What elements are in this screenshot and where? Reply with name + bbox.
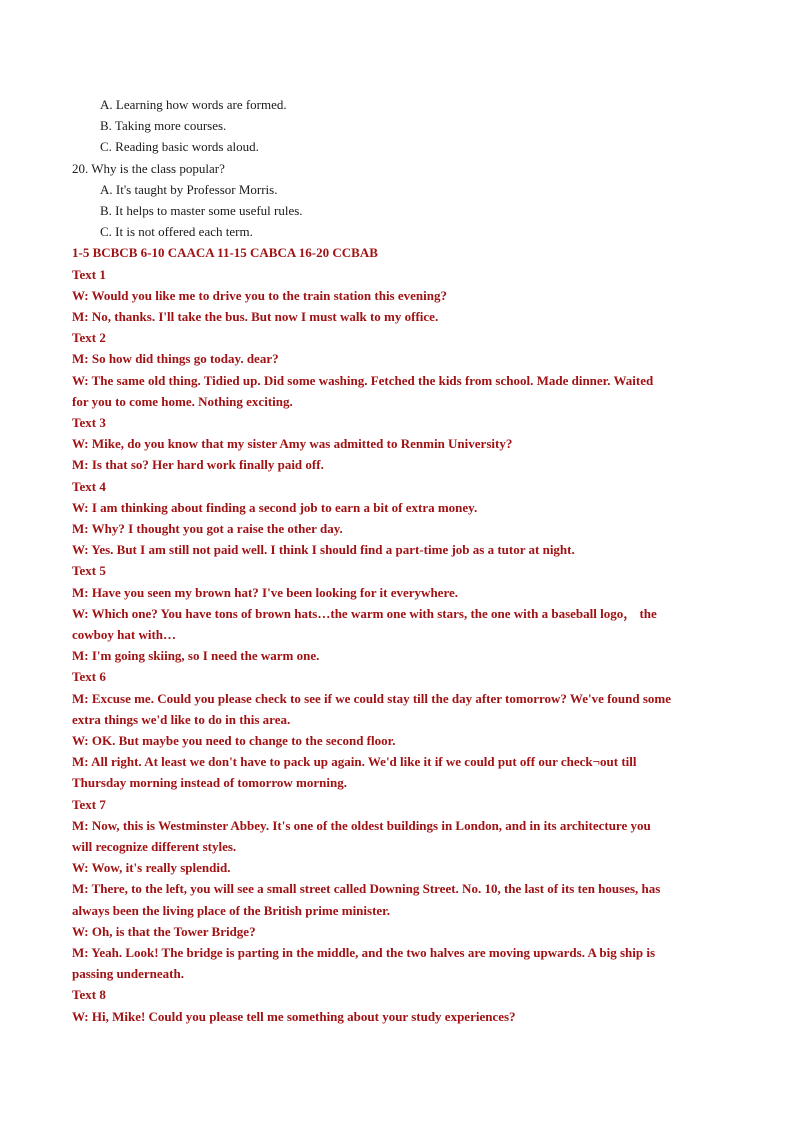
text-7-line: M: There, to the left, you will see a small street called Downing Street. No. 10, the last of its ten houses, has bbox=[72, 881, 661, 896]
text-5-line: W: Which one? You have tons of brown hats…the warm one with stars, the one with a baseball logo， the bbox=[72, 606, 657, 621]
text-8-title: Text 8 bbox=[72, 987, 106, 1002]
text-6-line: M: All right. At least we don't have to pack up again. We'd like it if we could put off our check¬out till bbox=[72, 754, 637, 769]
text-4-line: M: Why? I thought you got a raise the other day. bbox=[72, 521, 343, 536]
text-7-line: W: Wow, it's really splendid. bbox=[72, 860, 231, 875]
option-20c: C. It is not offered each term. bbox=[100, 224, 253, 239]
text-7-line: M: Now, this is Westminster Abbey. It's one of the oldest buildings in London, and in its architecture you bbox=[72, 818, 651, 833]
answer-key: 1-5 BCBCB 6-10 CAACA 11-15 CABCA 16-20 CCBAB bbox=[72, 245, 378, 260]
option-20b: B. It helps to master some useful rules. bbox=[100, 203, 303, 218]
text-2-line: for you to come home. Nothing exciting. bbox=[72, 394, 293, 409]
text-6-title: Text 6 bbox=[72, 669, 106, 684]
text-7-line: M: Yeah. Look! The bridge is parting in the middle, and the two halves are moving upwards. A big ship is bbox=[72, 945, 656, 960]
text-5-line: cowboy hat with… bbox=[72, 627, 177, 642]
option-19a: A. Learning how words are formed. bbox=[100, 97, 287, 112]
option-20a: A. It's taught by Professor Morris. bbox=[100, 182, 278, 197]
text-5-line: M: Have you seen my brown hat? I've been looking for it everywhere. bbox=[72, 585, 458, 600]
text-2-line: M: So how did things go today. dear? bbox=[72, 351, 279, 366]
text-3-line: M: Is that so? Her hard work finally paid off. bbox=[72, 457, 324, 472]
text-2-line: W: The same old thing. Tidied up. Did some washing. Fetched the kids from school. Made dinner. Waited bbox=[72, 373, 654, 388]
text-6-line: W: OK. But maybe you need to change to the second floor. bbox=[72, 733, 396, 748]
text-5-title: Text 5 bbox=[72, 563, 106, 578]
text-6-line: M: Excuse me. Could you please check to see if we could stay till the day after tomorrow? We've found some bbox=[72, 691, 672, 706]
text-7-title: Text 7 bbox=[72, 797, 106, 812]
option-19b: B. Taking more courses. bbox=[100, 118, 227, 133]
text-7-line: W: Oh, is that the Tower Bridge? bbox=[72, 924, 256, 939]
text-7-line: passing underneath. bbox=[72, 966, 184, 981]
text-7-line: always been the living place of the British prime minister. bbox=[72, 903, 391, 918]
option-19c: C. Reading basic words aloud. bbox=[100, 139, 259, 154]
text-7-line: will recognize different styles. bbox=[72, 839, 237, 854]
text-3-title: Text 3 bbox=[72, 415, 106, 430]
text-6-line: extra things we'd like to do in this area. bbox=[72, 712, 291, 727]
text-8-line: W: Hi, Mike! Could you please tell me something about your study experiences? bbox=[72, 1009, 516, 1024]
text-4-title: Text 4 bbox=[72, 479, 106, 494]
text-6-line: Thursday morning instead of tomorrow morning. bbox=[72, 775, 347, 790]
text-1-line: M: No, thanks. I'll take the bus. But now I must walk to my office. bbox=[72, 309, 439, 324]
question-20: 20. Why is the class popular? bbox=[72, 161, 225, 176]
text-1-title: Text 1 bbox=[72, 267, 106, 282]
text-1-line: W: Would you like me to drive you to the train station this evening? bbox=[72, 288, 447, 303]
text-4-line: W: Yes. But I am still not paid well. I think I should find a part-time job as a tutor at night. bbox=[72, 542, 575, 557]
text-4-line: W: I am thinking about finding a second job to earn a bit of extra money. bbox=[72, 500, 478, 515]
text-2-title: Text 2 bbox=[72, 330, 106, 345]
text-3-line: W: Mike, do you know that my sister Amy was admitted to Renmin University? bbox=[72, 436, 513, 451]
text-5-line: M: I'm going skiing, so I need the warm one. bbox=[72, 648, 320, 663]
